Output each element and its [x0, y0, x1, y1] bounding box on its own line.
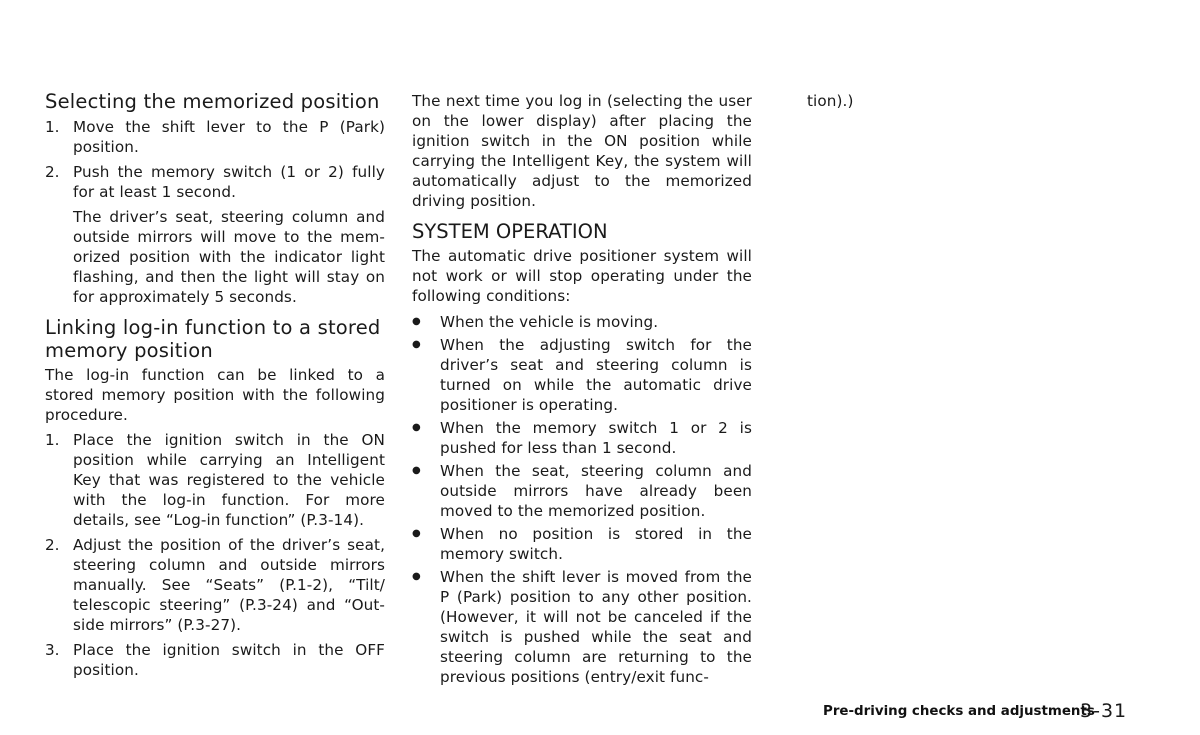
page-number: 3-31: [1080, 700, 1128, 722]
continuation-text: tion).): [807, 92, 854, 110]
condition-text: When no position is stored in the memory switch.: [440, 525, 752, 563]
list-item: [45, 640, 385, 680]
list-item: [45, 117, 385, 157]
step-2-detail: The driver’s seat, steering column and outside mirrors will move to the mem-orized position with the indicator light flashing, and then the light will stay on for approximately 5 seconds.: [73, 208, 385, 306]
list-item: [45, 535, 385, 635]
list-item: [412, 567, 752, 687]
step-number: 2.: [45, 163, 60, 181]
condition-text: When the shift lever is moved from the P (Park) position to any other position. (However, it will not be canceled if the switch is pushed while the seat and steering column are returning to the previous positions (entry/exit func-: [440, 568, 752, 686]
heading-linking-login-function: Linking log-in function to a stored memory position: [45, 316, 381, 362]
heading-system-operation: SYSTEM OPERATION: [412, 220, 608, 243]
selecting-steps-list: [45, 117, 385, 202]
list-item: [412, 524, 752, 564]
step-number: 3.: [45, 641, 60, 659]
next-login-paragraph: The next time you log in (selecting the user on the lower display) after placing the ignition switch in the ON position while carrying the Intelligent Key, the system will automatically adjust to the memorized driving position.: [412, 92, 752, 210]
condition-text: When the vehicle is moving.: [440, 313, 659, 331]
step-text: Push the memory switch (1 or 2) fully for at least 1 second.: [73, 163, 385, 201]
left-column: [45, 90, 385, 680]
step-text: Place the ignition switch in the OFF position.: [73, 641, 385, 679]
list-item: [45, 162, 385, 202]
condition-text: When the seat, steering column and outside mirrors have already been moved to the memorized position.: [440, 462, 752, 520]
heading-selecting-memorized-position: Selecting the memorized position: [45, 90, 380, 113]
list-item: [45, 430, 385, 530]
bullet-icon: ●: [412, 339, 421, 350]
step-number: 1.: [45, 118, 60, 136]
step-text: Place the ignition switch in the ON position while carrying an Intelligent Key that was registered to the vehicle with the log-in function. For more details, see “Log-in function” (P.3-14).: [73, 431, 385, 529]
linking-steps-list: [45, 430, 385, 680]
condition-text: When the memory switch 1 or 2 is pushed for less than 1 second.: [440, 419, 752, 457]
bullet-icon: ●: [412, 465, 421, 476]
conditions-list: [412, 312, 752, 687]
step-number: 1.: [45, 431, 60, 449]
bullet-icon: ●: [412, 571, 421, 582]
list-item: [412, 335, 752, 415]
bullet-icon: ●: [412, 316, 421, 327]
step-number: 2.: [45, 536, 60, 554]
bullet-icon: ●: [412, 528, 421, 539]
middle-column: [412, 90, 752, 687]
list-item: [412, 461, 752, 521]
linking-intro-paragraph: The log-in function can be linked to a stored memory position with the following procedure.: [45, 366, 385, 424]
right-column: [807, 90, 1107, 111]
step-text: Adjust the position of the driver’s seat, steering column and outside mirrors manually. See “Seats” (P.1-2), “Tilt/ telescopic steering” (P.3-24) and “Out-side mirrors” (P.3-27).: [73, 536, 385, 634]
condition-text: When the adjusting switch for the driver’s seat and steering column is turned on while the automatic drive positioner is operating.: [440, 336, 752, 414]
list-item: [412, 418, 752, 458]
step-text: Move the shift lever to the P (Park) position.: [73, 118, 385, 156]
system-operation-intro: The automatic drive positioner system will not work or will stop operating under the following conditions:: [412, 247, 752, 305]
bullet-icon: ●: [412, 422, 421, 433]
list-item: [412, 312, 752, 332]
footer-section-title: Pre-driving checks and adjustments: [823, 704, 1095, 719]
